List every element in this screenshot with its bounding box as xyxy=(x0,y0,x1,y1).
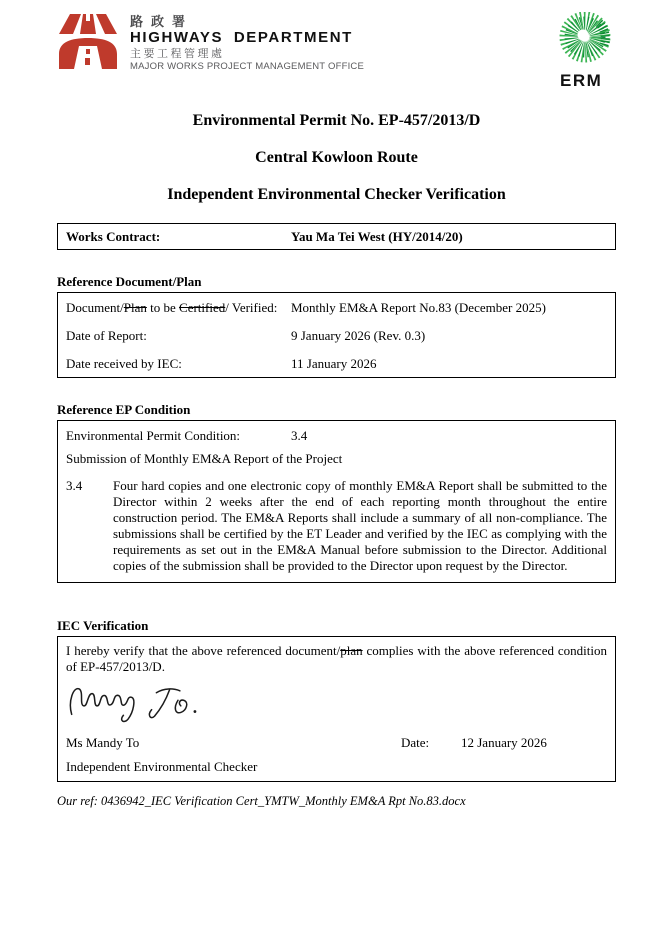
statement-part: complies with the above referenced condition of EP-457/2013/D. xyxy=(66,643,607,674)
department-title-block xyxy=(130,12,364,74)
struck-text: Plan xyxy=(123,299,147,315)
works-contract-label: Works Contract: xyxy=(66,229,161,244)
ep-condition-value: 3.4 xyxy=(291,427,308,443)
iec-verification-box xyxy=(57,636,616,782)
works-contract-row xyxy=(58,224,615,249)
works-contract-table xyxy=(57,223,616,250)
date-received-row xyxy=(58,349,615,377)
highways-department-logo-icon xyxy=(57,12,119,74)
project-title: Central Kowloon Route xyxy=(255,149,418,166)
permit-title: Environmental Permit No. EP-457/2013/D xyxy=(192,112,481,129)
date-value: 12 January 2026 xyxy=(461,735,547,750)
date-received-value: 11 January 2026 xyxy=(291,355,377,371)
date-of-report-value: 9 January 2026 (Rev. 0.3) xyxy=(291,327,426,343)
erm-logo-icon xyxy=(558,54,612,69)
date-of-report-row xyxy=(58,321,615,349)
ep-clause-text: Four hard copies and one electronic copy of monthly EM&A Report shall be submitted to the Director within 2 weeks after the end of each reporting month throughout the entire construction period. The EM&A Reports shall include a summary of all non-compliance. The submissions shall be certified by the ET Leader and verified by the IEC as complying with the requirements as set out in the EM&A Manual before submission to the Director. Additional copies of the submission shall be provided to the Director upon request by the Director. xyxy=(113,478,607,573)
office-name-chinese: 主要工程管理處 xyxy=(130,48,225,60)
date-received-label: Date received by IEC: xyxy=(66,355,182,371)
label-part: Document/ xyxy=(66,299,124,315)
office-name-english: MAJOR WORKS PROJECT MANAGEMENT OFFICE xyxy=(130,61,365,72)
struck-text: Certified xyxy=(179,299,226,315)
document-verified-row xyxy=(58,293,615,321)
reference-ep-table xyxy=(57,420,616,583)
ep-condition-label: Environmental Permit Condition: xyxy=(66,427,241,443)
reference-document-table xyxy=(57,292,616,378)
verification-statement xyxy=(58,637,615,675)
erm-logo-block xyxy=(558,12,616,91)
works-contract-value: Yau Ma Tei West (HY/2014/20) xyxy=(291,229,463,244)
ep-condition-row xyxy=(58,421,615,449)
label-part: to be xyxy=(146,299,180,315)
struck-text: plan xyxy=(340,643,363,658)
signer-name: Ms Mandy To xyxy=(66,735,140,750)
document-type-title: Independent Environmental Checker Verification xyxy=(167,186,506,203)
date-label: Date: xyxy=(401,735,430,750)
department-name-chinese: 路政署 xyxy=(130,14,194,29)
date-of-report-label: Date of Report: xyxy=(66,327,147,343)
department-name-english: HIGHWAYS DEPARTMENT xyxy=(130,29,353,46)
signer-title: Independent Environmental Checker xyxy=(66,759,258,774)
document-verified-value: Monthly EM&A Report No.83 (December 2025) xyxy=(291,299,546,315)
reference-document-heading: Reference Document/Plan xyxy=(57,274,202,289)
document-content xyxy=(57,104,616,809)
reference-ep-heading: Reference EP Condition xyxy=(57,402,191,417)
our-ref-line: Our ref: 0436942_IEC Verification Cert_YMTW_Monthly EM&A Rpt No.83.docx xyxy=(57,794,466,808)
ep-condition-subtitle: Submission of Monthly EM&A Report of the Project xyxy=(66,451,343,466)
document-verified-label xyxy=(66,300,291,315)
label-part: / Verified: xyxy=(225,299,278,315)
statement-part: I hereby verify that the above referenced document/ xyxy=(66,643,341,658)
signature-area xyxy=(66,679,615,729)
erm-label: ERM xyxy=(560,71,603,90)
page-header xyxy=(57,12,616,91)
ep-clause-number: 3.4 xyxy=(66,478,83,493)
iec-verification-heading: IEC Verification xyxy=(57,618,149,633)
signer-row xyxy=(58,729,615,753)
ep-clause xyxy=(58,470,615,582)
highways-department-block xyxy=(57,12,364,74)
